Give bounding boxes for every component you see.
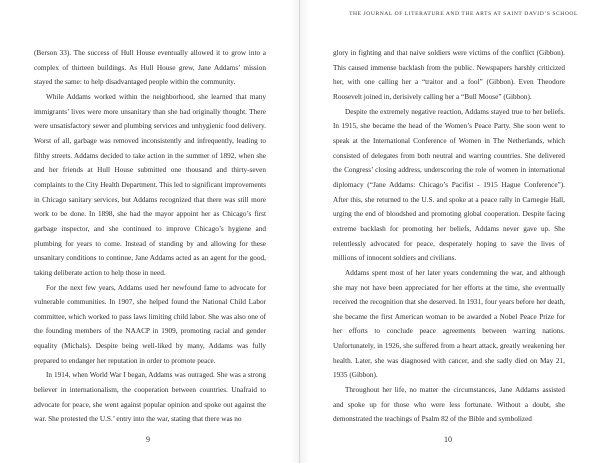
- paragraph: Despite the extremely negative reaction, Addams stayed true to her beliefs. In 1915, she became the head of the Women’s Peace Party. She soon went to speak at the International Conference of Women in The Netherlands, which consisted of delegates from both neutral and warring countries. She delivered the Congress’ closing address, underscoring the role of women in international diplomacy (“Jane Addams: Chicago’s Pacifist - 1915 Hague Conference”). After this, she returned to the U.S. and spoke at a peace rally in Carnegie Hall, urging the end of bloodshed and promoting global cooperation. Despite facing extreme backlash for promoting her beliefs, Addams never gave up. She relentlessly advocated for peace, desperately hoping to save the lives of millions of innocent soldiers and civilians.: [333, 107, 565, 263]
- paragraph: While Addams worked within the neighborhood, she learned that many immigrants’ lives were more unsanitary than she had originally thought. There were unsatisfactory sewer and plumbing services and unhygienic food delivery. Worst of all, garbage was removed inconsistently and infrequently, leading to filthy streets. Addams decided to take action in the summer of 1892, when she and her friends at Hull House submitted one thousand and thirty-seven complaints to the City Health Department. This led to significant improvements in Chicago sanitary services, but Addams recognized that there was still more work to be done. In 1898, she had the mayor appoint her as Chicago’s first garbage inspector, and she continued to improve Chicago’s hygiene and plumbing for years to come. Instead of standing by and allowing for these unsanitary conditions to continue, Jane Addams acted as an agent for the good, taking deliberate action to help those in need.: [34, 92, 266, 277]
- right-page: [333, 46, 565, 427]
- page-number-left: 9: [146, 435, 150, 444]
- paragraph: Throughout her life, no matter the circumstances, Jane Addams assisted and spoke up for those who were less fortunate. Without a doubt, she demonstrated the teachings of Psalm 82 of the Bible and symbolized: [333, 386, 565, 424]
- left-page: [34, 46, 266, 427]
- running-head: THE JOURNAL OF LITERATURE AND THE ARTS AT SAINT DAVID’S SCHOOL: [349, 11, 578, 17]
- paragraph: (Berson 33). The success of Hull House eventually allowed it to grow into a complex of thirteen buildings. As Hull House grew, Jane Addams’ mission stayed the same: to help disadvantaged people within the community.: [34, 49, 266, 87]
- page-gutter: [299, 0, 300, 463]
- page-number-right: 10: [444, 435, 452, 444]
- paragraph: glory in fighting and that naive soldiers were victims of the conflict (Gibbon). This caused immense backlash from the public. Newspapers harshly criticized her, with one calling her a “traitor and a fool” (Gibbon). Even Theodore Roosevelt joined in, derisively calling her a “Bull Moose” (Gibbon).: [333, 49, 565, 101]
- paragraph: For the next few years, Addams used her newfound fame to advocate for vulnerable communities. In 1907, she helped found the National Child Labor committee, which worked to pass laws limiting child labor. She was also one of the founding members of the NAACP in 1909, promoting racial and gender equality (Michals). Despite being well-liked by many, Addams was fully prepared to endanger her reputation in order to promote peace.: [34, 283, 266, 365]
- paragraph: Addams spent most of her later years condemning the war, and although she may not have been appreciated for her efforts at the time, she eventually received the recognition that she deserved. In 1931, four years before her death, she became the first American woman to be awarded a Nobel Peace Prize for her efforts to conclude peace agreements between warring nations. Unfortunately, in 1926, she suffered from a heart attack, greatly weakening her health. Later, she was diagnosed with cancer, and she sadly died on May 21, 1935 (Gibbon).: [333, 268, 565, 380]
- gutter-shadow: [290, 0, 310, 463]
- paragraph: In 1914, when World War I began, Addams was outraged. She was a strong believer in internationalism, the cooperation between countries. Unafraid to advocate for peace, she went against popular opinion and spoke out against the war. She protested the U.S.’ entry into the war, stating that there was no: [34, 371, 266, 424]
